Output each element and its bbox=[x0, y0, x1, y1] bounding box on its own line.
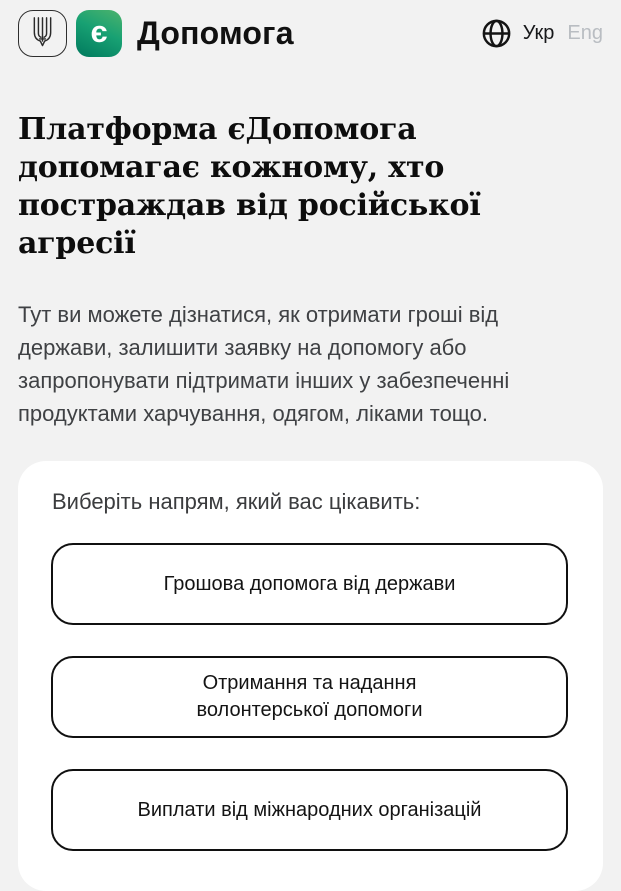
lang-option-eng[interactable]: Eng bbox=[567, 22, 603, 44]
option-international-payments-button[interactable] bbox=[51, 769, 568, 851]
option-label: Грошова допомога від держави bbox=[163, 572, 456, 595]
lang-option-ukr[interactable]: Укр bbox=[522, 22, 555, 44]
option-volunteer-aid-button[interactable] bbox=[51, 656, 568, 738]
app-icon-letter: є bbox=[90, 13, 108, 49]
choice-prompt-label: Виберіть напрям, який вас цікавить: bbox=[52, 489, 421, 514]
option-label: Отримання та надання bbox=[202, 672, 417, 694]
option-label: волонтерської допомоги bbox=[196, 699, 423, 721]
app-icon bbox=[76, 10, 122, 57]
globe-icon bbox=[481, 18, 512, 49]
option-state-money-button[interactable] bbox=[51, 543, 568, 625]
language-switcher bbox=[481, 18, 603, 49]
brand-logo[interactable] bbox=[18, 10, 294, 57]
option-label: Виплати від міжнародних організацій bbox=[137, 798, 482, 821]
header bbox=[0, 0, 621, 58]
trident-logo-box bbox=[18, 10, 67, 57]
app-title: Допомога bbox=[137, 15, 294, 51]
direction-choice-card bbox=[18, 461, 603, 891]
page-title: Платформа єДопомога допомагає кожному, хто постраждав від російської агресії bbox=[18, 112, 481, 261]
ukraine-trident-icon bbox=[28, 15, 57, 53]
page-description: Тут ви можете дізнатися, як отримати гроші від держави, залишити заявку на допомогу або запропонувати підтримати інших у забезпеченні продуктами харчування, одягом, ліками тощо. bbox=[18, 302, 510, 426]
